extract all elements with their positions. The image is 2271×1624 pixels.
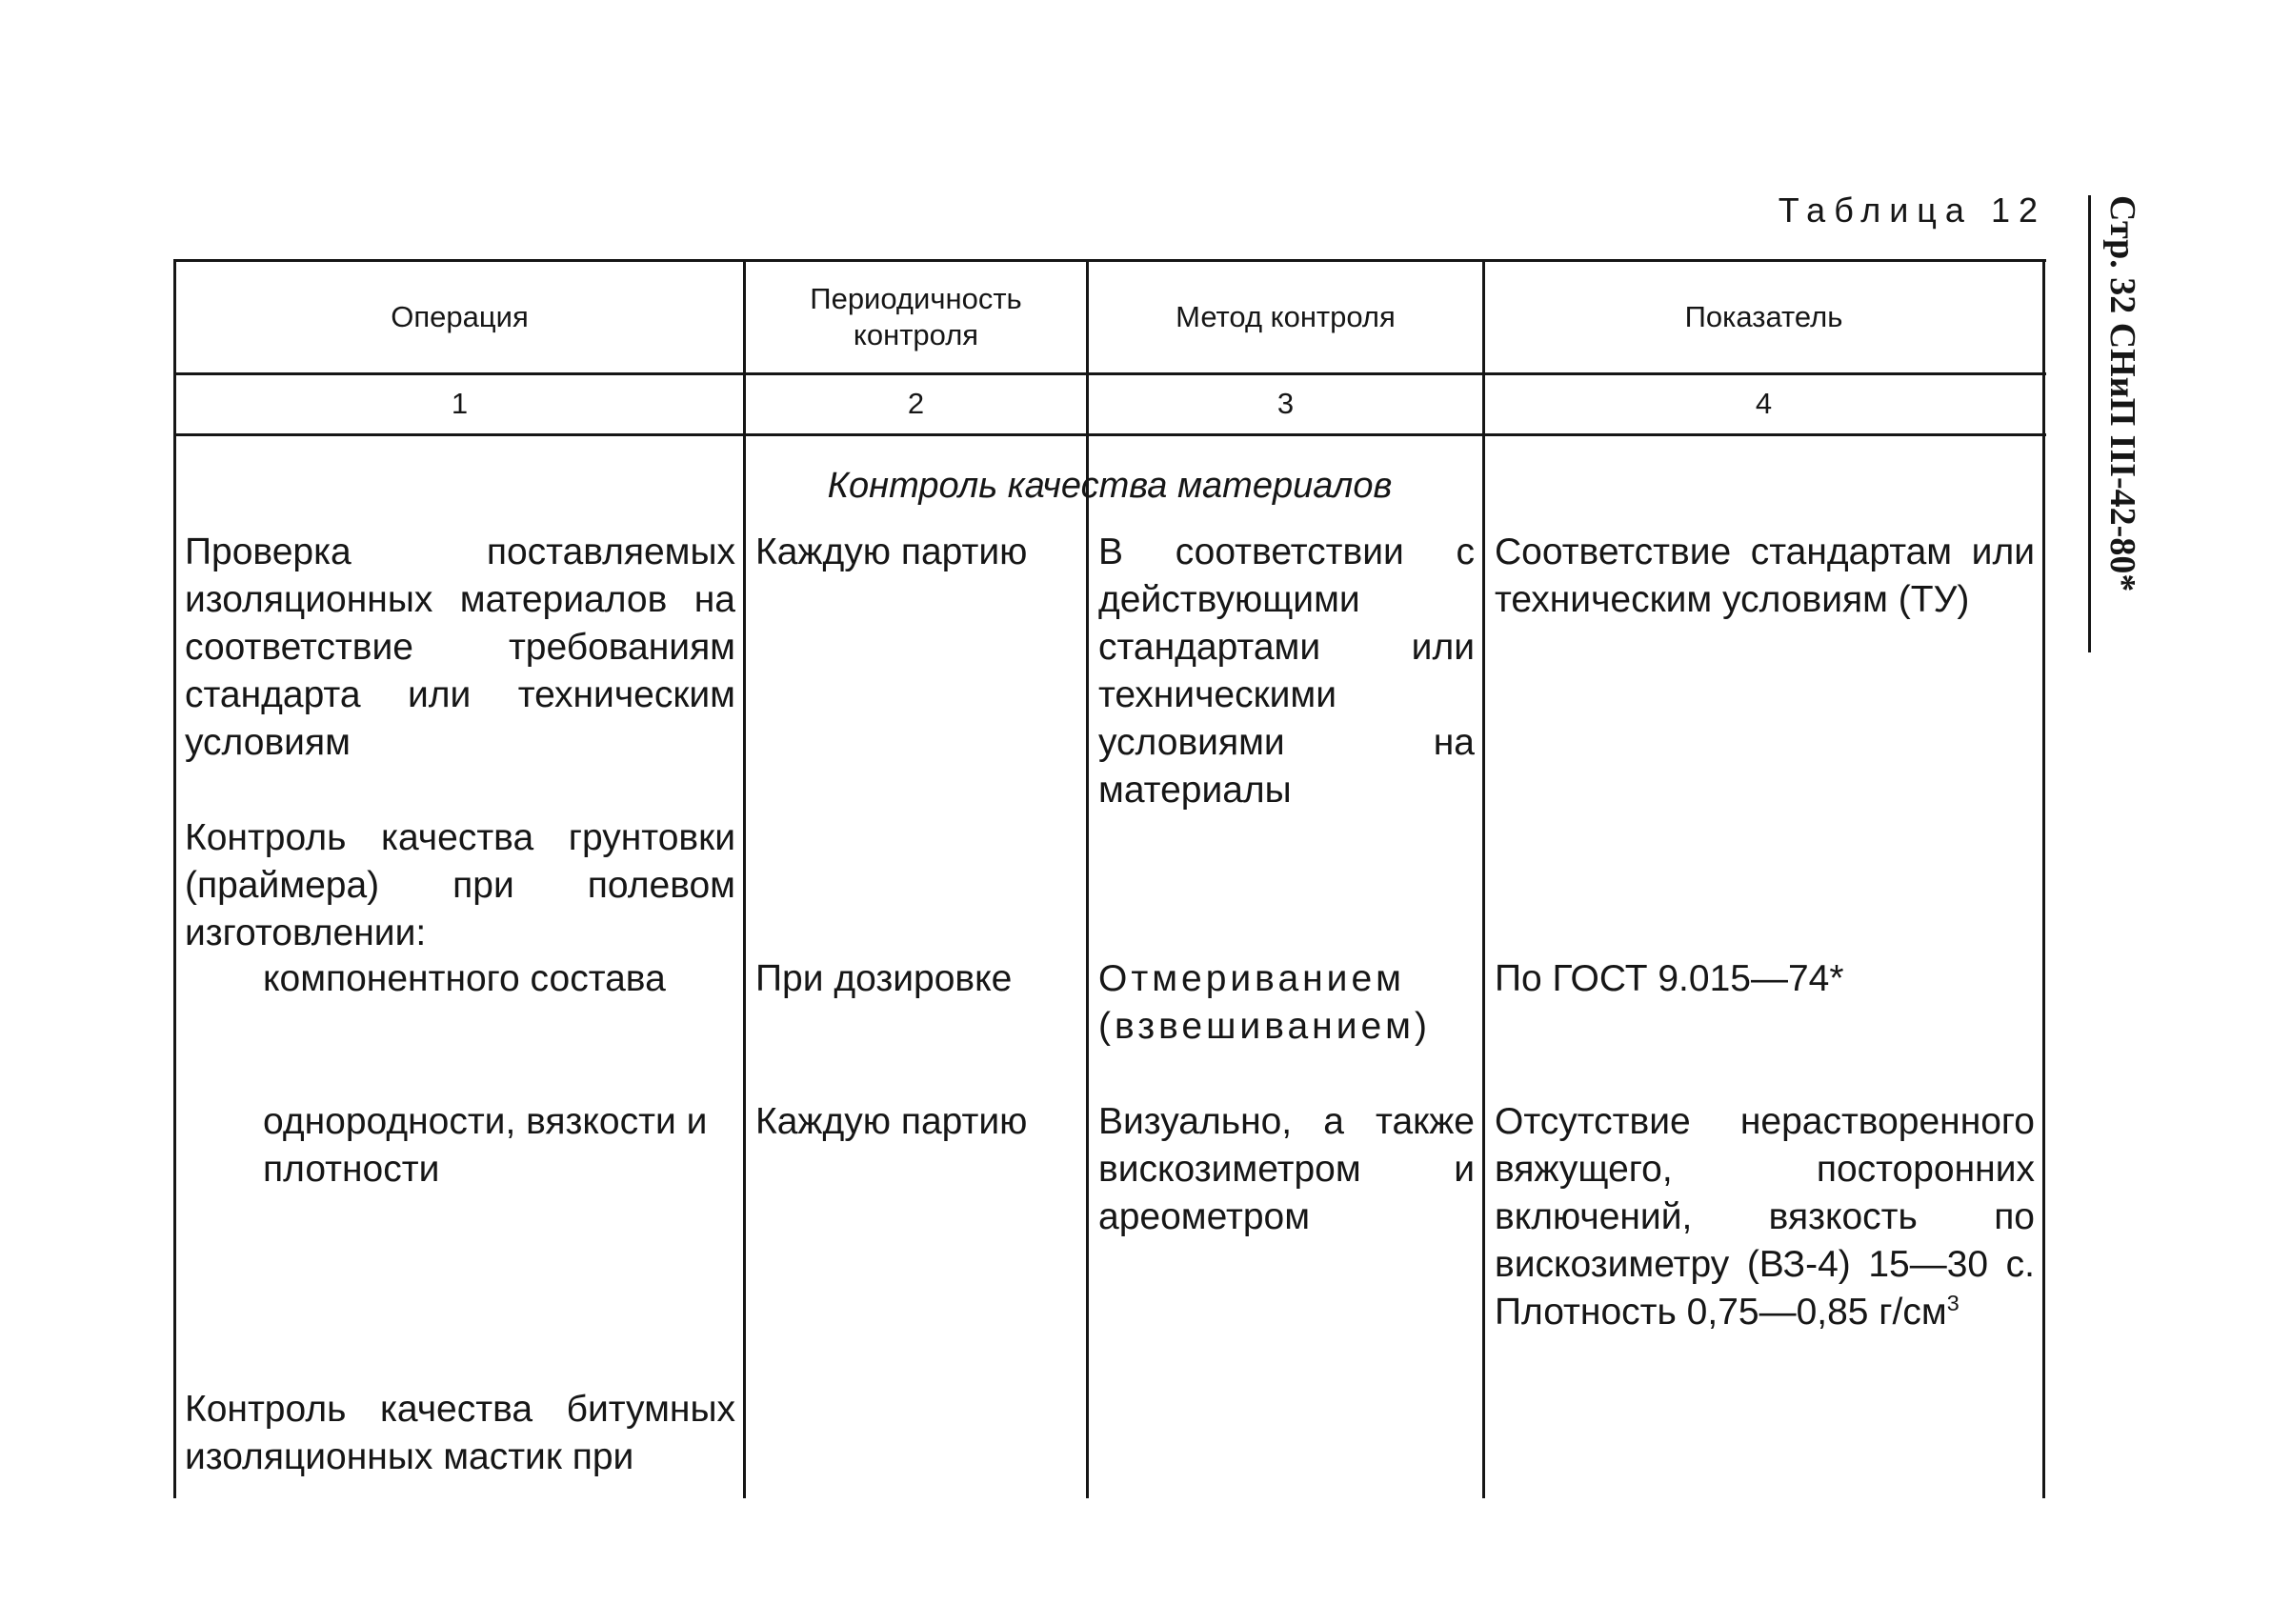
table-divider-1	[743, 262, 746, 1498]
table-border-left	[173, 262, 176, 1498]
section-title: Контроль качества материалов	[827, 466, 1393, 506]
row-3-period: При дозировке	[755, 958, 1013, 999]
column-number-2: 2	[907, 387, 925, 420]
table-border-right	[2042, 262, 2045, 1498]
row-4-indicator	[1487, 1098, 2042, 1336]
row-3-indicator: По ГОСТ 9.015—74*	[1495, 958, 1844, 999]
header-method: Метод контроля	[1176, 300, 1396, 333]
row-3-operation: компонентного состава	[263, 958, 666, 999]
row-1-period: Каждую партию	[755, 531, 1028, 572]
row-4-indicator-superscript: 3	[1946, 1291, 1959, 1315]
row-3-method: Отмериванием (взвешиванием)	[1098, 958, 1431, 1047]
header-operation: Операция	[391, 300, 529, 333]
row-1-operation: Проверка поставляемых изоляционных материалов на соответствие требованиям стандарта или техническим условиям	[185, 531, 735, 763]
row-4-indicator-text: Отсутствие нерастворенного вяжущего, посторонних включений, вязкость по вискозиметру (ВЗ-4) 15—30 с. Плотность 0,75—0,85 г/см	[1495, 1101, 2035, 1333]
table-divider-3	[1482, 262, 1485, 1498]
control-table	[173, 259, 2046, 1498]
column-number-3: 3	[1276, 387, 1295, 420]
row-2-operation: Контроль качества грунтовки (праймера) при полевом изготовлении:	[185, 817, 735, 953]
header-indicator: Показатель	[1684, 300, 1843, 333]
row-1-indicator: Соответствие стандартам или техническим условиям (ТУ)	[1495, 531, 2035, 620]
table-caption: Таблица 12	[1778, 190, 2046, 230]
table-divider-2	[1086, 262, 1089, 1498]
page-side-header: Стр. 32 СНиП III-42-80*	[2102, 195, 2142, 592]
row-4-period: Каждую партию	[755, 1101, 1028, 1142]
numbers-bottom-rule	[173, 433, 2046, 436]
column-number-4: 4	[1755, 387, 1773, 420]
row-5-operation: Контроль качества битумных изоляционных мастик при	[185, 1389, 735, 1477]
row-4-operation: однородности, вязкости и плотности	[263, 1101, 708, 1190]
header-periodicity: Периодичность контроля	[810, 282, 1022, 351]
row-4-method: Визуально, а также вискозиметром и ареометром	[1098, 1101, 1475, 1237]
row-1-method: В соответствии с действующими стандартами или техническими условиями на материалы	[1098, 531, 1475, 811]
column-number-1: 1	[451, 387, 469, 420]
